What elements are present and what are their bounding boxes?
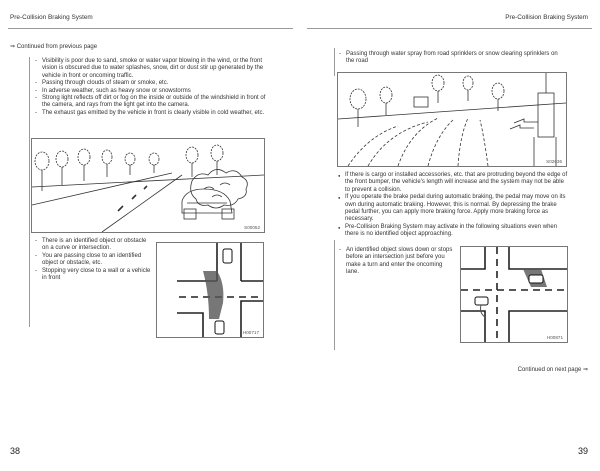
obstacle-item-2: - You are passing close to an identified object or obstacle, etc. [34, 253, 152, 268]
slow-vehicle-list [338, 247, 456, 277]
exhaust-road-illustration [32, 139, 264, 232]
condition-item-4: - Strong light reflects off dirt or fog on the inside or outside of the windshield in front of the camera, and rays from the light get into the camera. [34, 95, 266, 110]
condition-item-3: - In adverse weather, such as heavy snow or snowstorms [34, 88, 266, 95]
left-page-number: 38 [10, 446, 21, 456]
sprinkler-road-illustration [338, 73, 566, 166]
note-cargo-bullet: ● If there is cargo or installed accessories, etc. that are protruding beyond the edge of the front bumper, the vehicle's length will increase and the system may not be able to prevent a collision. [338, 172, 570, 194]
slow-vehicle-item: - An identified object slows down or stops before an intersection just before you make a turn and enter the oncoming lane. [338, 247, 456, 277]
figure4-code: H00871 [546, 335, 563, 340]
figure1-code: S00052 [244, 225, 260, 230]
note-brake-pedal-bullet: ● If you operate the brake pedal during automatic braking, the pedal may move on its own during automatic braking. However, this is normal. By depressing the brake pedal further, you can apply more braking force. Apply more braking force as necessary. [338, 194, 570, 224]
water-spray-item: - Passing through water spray from road sprinklers or snow clearing sprinklers on the road [338, 51, 566, 66]
sprinkler-road-figure [337, 72, 567, 167]
figure2-code: H00717 [242, 330, 259, 335]
obstacle-list [34, 238, 152, 282]
left-header-rule [8, 28, 293, 29]
right-header-title: Pre-Collision Braking System [505, 14, 588, 21]
water-spray-list [338, 51, 566, 66]
continued-from-label: ⇒ Continued from previous page [10, 44, 98, 50]
left-column-rule [29, 57, 30, 327]
intersection-turn-figure [156, 242, 264, 338]
continued-on-label: Continued on next page ⇒ [517, 367, 588, 373]
right-column-rule-bottom [334, 240, 335, 350]
right-page-number: 39 [577, 446, 588, 456]
oncoming-turn-figure [460, 246, 568, 343]
condition-item-5: - The exhaust gas emitted by the vehicle in front is clearly visible in cold weather, etc. [34, 110, 266, 117]
note-activation-bullet: ● Pre-Collision Braking System may activate in the following situations even when there is no identified object approaching. [338, 224, 570, 239]
condition-item-2: - Passing through clouds of steam or smoke, etc. [34, 80, 266, 87]
left-header-title: Pre-Collision Braking System [10, 14, 93, 21]
intersection-turn-illustration [157, 243, 263, 337]
right-header-rule [307, 28, 592, 29]
exhaust-road-figure [31, 138, 265, 233]
oncoming-turn-illustration [461, 247, 567, 342]
condition-item-1: - Visibility is poor due to sand, smoke or water vapor blowing in the wind, or the front vision is obscured due to water splashes, snow, dirt or dust stir up generated by the vehicle in front or oncoming traffic. [34, 58, 266, 80]
obstacle-item-1: - There is an identified object or obstacle on a curve or intersection. [34, 238, 152, 253]
figure3-code: S02636 [546, 159, 562, 164]
obstacle-item-3: - Stopping very close to a wall or a vehicle in front [34, 268, 152, 283]
right-column-rule-top [334, 48, 335, 76]
notes-bullet-list [338, 172, 570, 239]
conditions-list [34, 58, 266, 117]
